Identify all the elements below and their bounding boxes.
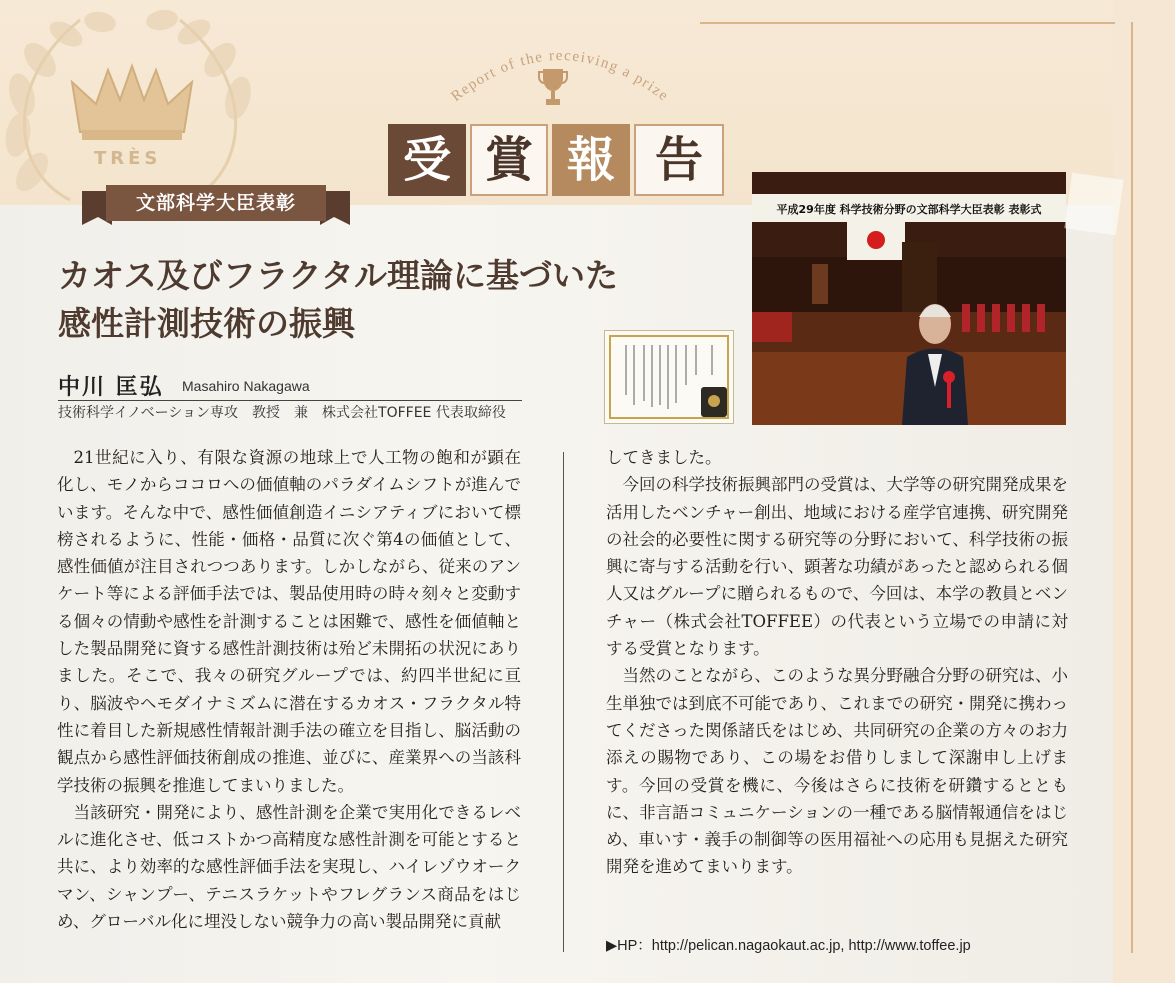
medal-icon xyxy=(701,387,727,417)
paragraph: 今回の科学技術振興部門の受賞は、大学等の研究開発成果を活用したベンチャー創出、地域における産学官連携、研究開発の社会的必要性に関する研究等の分野において、科学技術の振興に寄与する活動を行い、顕著な功績があったと認められる個人又はグループに贈られるもので、今回は、本学の教員とベンチャー（株式会社TOFFEE）の代表という立場での申請に対する受賞となります。 xyxy=(606,475,1068,659)
column-divider xyxy=(563,452,564,952)
headline-line-2: 感性計測技術の振興 xyxy=(58,304,355,343)
svg-text:Report of the receiving a priz: Report of the receiving a prize xyxy=(448,47,672,105)
paragraph: 当該研究・開発により、感性計測を企業で実用化できるレベルに進化させ、低コストかつ高精度な感性計測を可能とすると共に、より効率的な感性評価手法を実現し、ハイレゾウオークマン、シャンプー、テニスラケットやフレグランス商品をはじめ、グローバル化に埋没しない競争力の高い製品開発に貢献 xyxy=(57,802,522,932)
tres-logo: TRÈS xyxy=(94,148,162,169)
right-border-decoration xyxy=(1113,0,1175,983)
category-ribbon-label: 文部科学大臣表彰 xyxy=(135,192,296,214)
trophy-icon xyxy=(538,66,568,108)
title-char-1: 受 xyxy=(388,124,466,196)
body-column-left xyxy=(57,444,521,935)
title-char-4: 告 xyxy=(634,124,724,196)
title-char-3: 報 xyxy=(552,124,630,196)
author-row xyxy=(58,370,522,401)
paragraph: してきました。 xyxy=(606,448,722,467)
top-border-line xyxy=(700,22,1115,24)
title-char-2: 賞 xyxy=(470,124,548,196)
paragraph: 21世紀に入り、有限な資源の地球上で人工物の飽和が顕在化し、モノからココロへの価値軸のパラダイムシフトが進んでいます。そんな中で、感性価値創造イニシアティブにおいて標榜されるように、性能・価格・品質に次ぐ第4の価値として、感性価値が注目されつつあります。しかしながら、従来のアンケート等による評価手法では、製品使用時の時々刻々と変動する個々の情動や感性を計測することは困難で、感性を価値軸とした製品開発に資する感性計測技術は殆ど未開拓の状況にありました。そこで、我々の研究グループでは、約四半世紀に亘り、脳波やヘモダイナミズムに潜在するカオス・フラクタル特性に着目した新規感性情報計測手法の確立を目指し、脳活動の観点から感性評価技術創成の推進、並びに、産業界への当該科学技術の振興を推進してまいりました。 xyxy=(57,448,521,795)
headline-line-1: カオス及びフラクタル理論に基づいた xyxy=(58,256,619,295)
author-roman-name: Masahiro Nakagawa xyxy=(182,378,310,394)
svg-text:平成29年度 科学技術分野の文部科学大臣表彰 表彰式: 平成29年度 科学技術分野の文部科学大臣表彰 表彰式 xyxy=(776,203,1042,216)
body-column-right xyxy=(606,444,1068,881)
ceremony-photo xyxy=(752,172,1066,425)
tape-decoration xyxy=(1064,173,1123,236)
homepage-links[interactable]: ▶HP：http://pelican.nagaokaut.ac.jp, http://www.toffee.jp xyxy=(606,938,971,954)
author-affiliation: 技術科学イノベーション専攻 教授 兼 株式会社TOFFEE 代表取締役 xyxy=(58,405,506,421)
award-certificate-image xyxy=(604,330,734,424)
paragraph: 当然のことながら、このような異分野融合分野の研究は、小生単独では到底不可能であり、これまでの研究・開発に携わってくださった関係諸氏をはじめ、共同研究の企業の方々のお力添えの賜物であり、この場をお借りしまして深謝申し上げます。今回の受賞を機に、今後はさらに技術を研鑽するとともに、非言語コミュニケーションの一種である脳情報通信をはじめ、車いす・義手の制御等の医用福祉への応用も見据えた研究開発を進めてまいります。 xyxy=(606,666,1068,877)
author-name: 中川 匡弘 xyxy=(58,375,164,400)
